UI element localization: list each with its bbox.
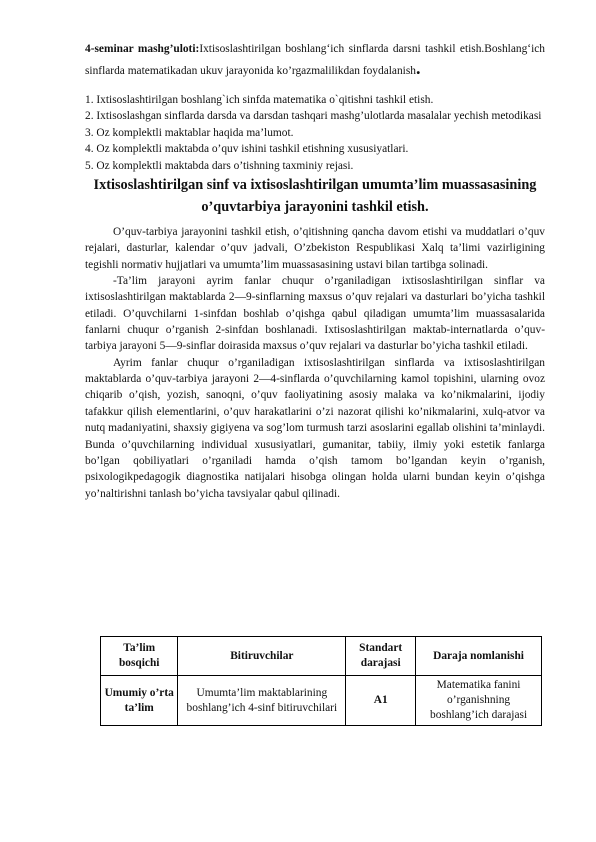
task-item: 2. Ixtisoslashgan sinflarda darsda va darsdan tashqari mashg’ulotlarda masalalar yechish metodikasi [85, 110, 542, 123]
seminar-period: . [415, 58, 421, 78]
task-item: 4. Oz komplektli maktabda o’quv ishini tashkil etishning xususiyatlari. [85, 143, 409, 156]
education-level-table [100, 636, 542, 726]
table-header-cell: Ta’lim bosqichi [101, 637, 178, 676]
task-list [85, 92, 545, 174]
table-header-row [101, 637, 542, 676]
table-header-cell: Bitiruvchilar [178, 637, 346, 676]
seminar-intro [85, 38, 545, 82]
paragraph: -Ta’lim jarayoni ayrim fanlar chuqur o’rganiladigan ixtisoslashtirilgan sinflar va ixtisoslashtirilgan maktablarda 2—9-sinflarning maxsus o’quv rejalari va dasturlari bo’yicha tashkil etiladi. O’quvchilarni 1-sinfdan boshlab o’qishga qabul qiladigan umumta’lim muassasalarida fanlarni chuqur o’rganish 2-sinfdan boshlanadi. Ixtisoslashtirilgan maktab-internatlarda o’quv-tarbiya jarayoni 5—9-sinflar doirasida maxsus o’quv rejalari va dasturlar bo’yicha tashkil etiladi. [85, 275, 545, 353]
table-header-cell: Daraja nomlanishi [416, 637, 542, 676]
table-row [101, 676, 542, 726]
table-header-cell: Standart darajasi [346, 637, 416, 676]
task-item: 5. Oz komplektli maktabda dars o’tishning taxminiy rejasi. [85, 159, 354, 172]
table-cell: Umumta’lim maktablarining boshlang’ich 4-sinf bitiruvchilari [178, 676, 346, 726]
seminar-topic: Ixtisoslashtirilgan boshlang‘ich sinflarda darsni tashkil etish.Boshlang‘ich sinflarda matematikadan ukuv jarayonida ko’rgazmalilikdan foydalanish [85, 43, 545, 77]
paragraph: O’quv-tarbiya jarayonini tashkil etish, o’qitishning qancha davom etishi va muddatlari o’quv rejalari, dasturlar, kalendar o’quv jadvali, O’zbekiston Respublikasi Xalq ta’limi vazirligining tegishli normativ hujjatlari va umumta’lim muassasasining ustavi bilan tartibga solinadi. [85, 226, 545, 271]
document-body [85, 38, 545, 502]
table-cell: Umumiy o’rta ta’lim [101, 676, 178, 726]
table-cell: A1 [346, 676, 416, 726]
table-cell: Matematika fanini o’rganishning boshlang’ich darajasi [416, 676, 542, 726]
seminar-label: 4-seminar mashg’uloti: [85, 43, 200, 55]
task-item: 1. Ixtisoslashtirilgan boshlang`ich sinfda matematika o`qitishni tashkil etish. [85, 94, 434, 106]
paragraph: Ayrim fanlar chuqur o’rganiladigan ixtisoslashtirilgan sinflarda va ixtisoslashtirilgan maktablarda o’quv-tarbiya jarayoni 2—4-sinflarda o’quvchilarning kamol topishini, ularning ovoz chiqarib o’qish, yozish, sanoqni, o’quv faoliyatining asosiy malaka va ko’nikmalarini, ijodiy tafakkur qilish elementlarini, o’quv harakatlarini o’zi nazorat qilishi ko’nikmalarini, xulq-atvor va nutq madaniyatini, shaxsiy gigiyena va sog’lom turmush tarzi asoslarini egallab olishini ta’minlaydi. Bunda o’quvchilarning individual xususiyatlari, gumanitar, tabiiy, ilmiy yoki estetik fanlarga bo’lgan qobiliyatlari o’rganiladi hamda o’qish tamom bo’lgandan keyin o’rganish, psixologikpedagogik diagnostika natijalari hisobga olingan holda ularni bundan keyin o’qishga yo’naltirishni tanlash bo’yicha tavsiyalar qabul qilinadi. [85, 356, 545, 500]
task-item: 3. Oz komplektli maktablar haqida ma’lumot. [85, 126, 294, 139]
section-heading: Ixtisoslashtirilgan sinf va ixtisoslashtirilgan umumta’lim muassasasining o’quvtarbiya jarayonini tashkil etish. [93, 177, 537, 216]
